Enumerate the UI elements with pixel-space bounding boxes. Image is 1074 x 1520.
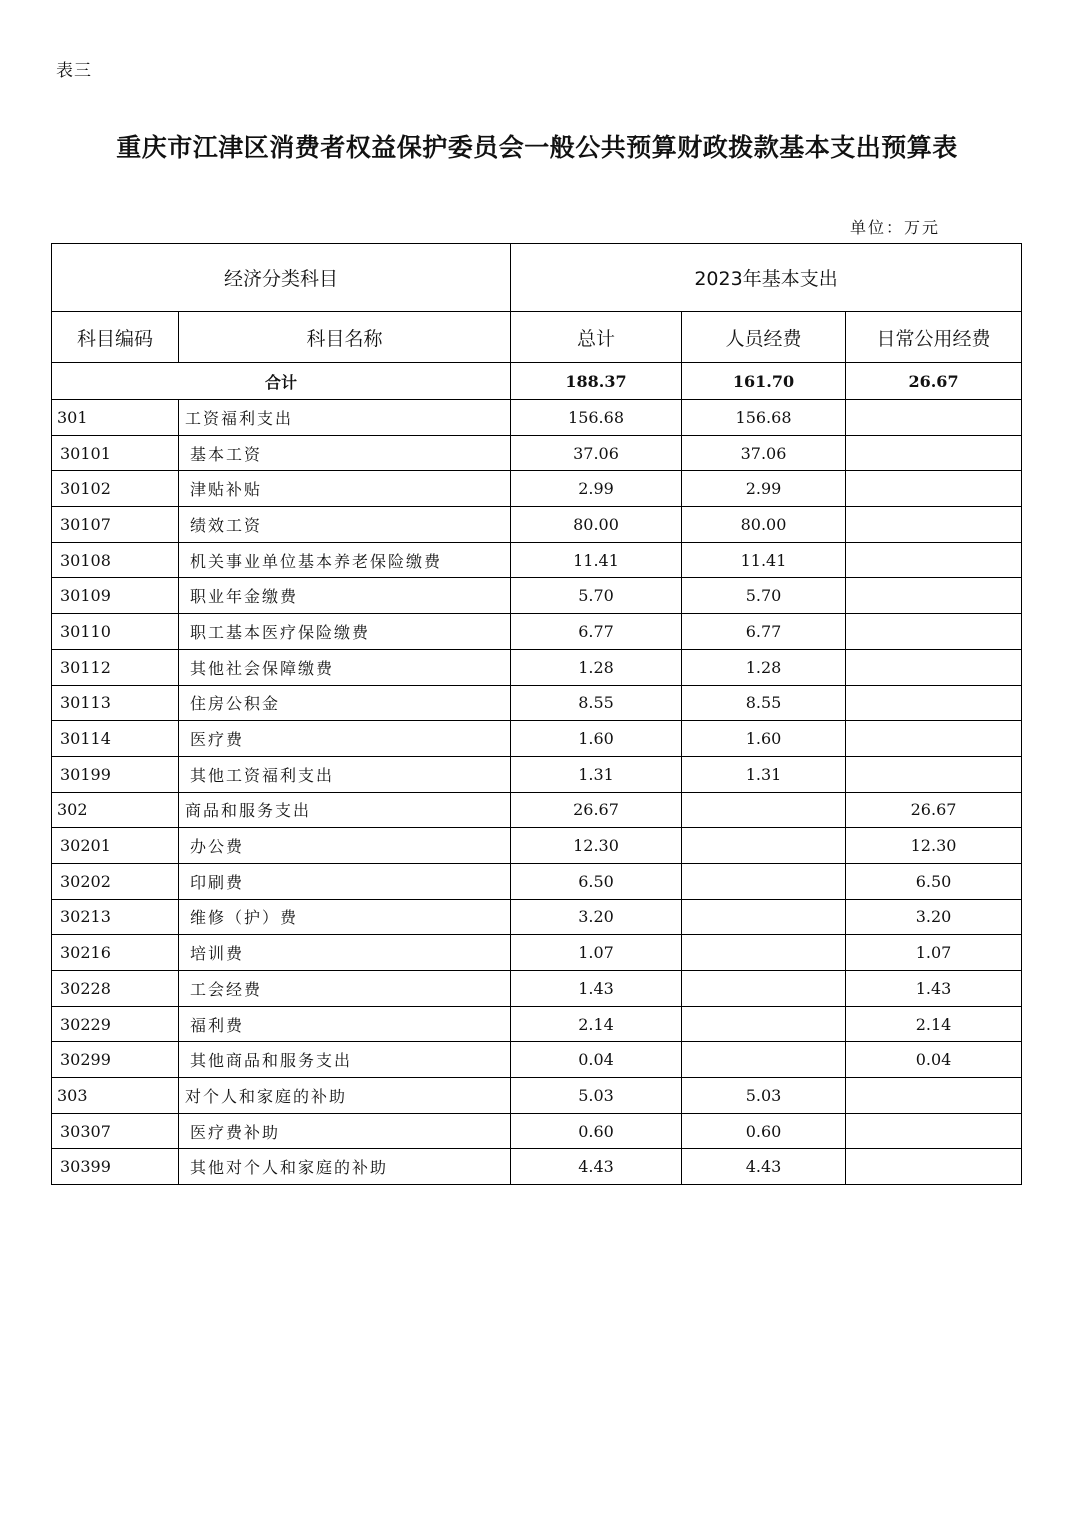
document-title: 重庆市江津区消费者权益保护委员会一般公共预算财政拨款基本支出预算表 <box>116 133 958 162</box>
budget-table <box>51 243 1022 1185</box>
row-public <box>846 756 1022 792</box>
row-name: 其他对个人和家庭的补助 <box>179 1149 511 1185</box>
table-row <box>52 614 1022 650</box>
table-row <box>52 863 1022 899</box>
row-code: 30213 <box>52 899 179 935</box>
row-public <box>846 1113 1022 1149</box>
row-personnel: 37.06 <box>682 435 846 471</box>
row-name: 工资福利支出 <box>179 400 511 436</box>
table-row <box>52 1042 1022 1078</box>
row-name: 商品和服务支出 <box>179 792 511 828</box>
row-name: 维修（护）费 <box>179 899 511 935</box>
row-name: 绩效工资 <box>179 507 511 543</box>
row-public: 12.30 <box>846 828 1022 864</box>
row-total: 11.41 <box>511 542 682 578</box>
total-row <box>52 363 1022 400</box>
row-total: 0.04 <box>511 1042 682 1078</box>
row-name: 职工基本医疗保险缴费 <box>179 614 511 650</box>
table-row <box>52 649 1022 685</box>
row-name: 对个人和家庭的补助 <box>179 1078 511 1114</box>
column-header-personnel: 人员经费 <box>682 312 846 363</box>
row-total: 1.31 <box>511 756 682 792</box>
row-code: 30229 <box>52 1006 179 1042</box>
total-label: 合计 <box>52 363 511 400</box>
row-public: 6.50 <box>846 863 1022 899</box>
row-name: 印刷费 <box>179 863 511 899</box>
row-total: 26.67 <box>511 792 682 828</box>
row-code: 30399 <box>52 1149 179 1185</box>
row-personnel <box>682 828 846 864</box>
row-personnel: 11.41 <box>682 542 846 578</box>
column-header-total: 总计 <box>511 312 682 363</box>
row-public: 0.04 <box>846 1042 1022 1078</box>
row-total: 80.00 <box>511 507 682 543</box>
row-code: 30114 <box>52 721 179 757</box>
row-personnel: 156.68 <box>682 400 846 436</box>
row-personnel <box>682 935 846 971</box>
table-row <box>52 685 1022 721</box>
table-row <box>52 756 1022 792</box>
row-code: 30228 <box>52 971 179 1007</box>
row-personnel: 4.43 <box>682 1149 846 1185</box>
row-personnel: 80.00 <box>682 507 846 543</box>
row-name: 医疗费补助 <box>179 1113 511 1149</box>
row-public: 26.67 <box>846 792 1022 828</box>
row-code: 30199 <box>52 756 179 792</box>
row-total: 2.14 <box>511 1006 682 1042</box>
row-name: 津贴补贴 <box>179 471 511 507</box>
table-row <box>52 400 1022 436</box>
table-number-label: 表三 <box>56 61 92 81</box>
row-public <box>846 400 1022 436</box>
row-total: 1.60 <box>511 721 682 757</box>
row-code: 30299 <box>52 1042 179 1078</box>
row-total: 37.06 <box>511 435 682 471</box>
row-public <box>846 542 1022 578</box>
row-name: 其他社会保障缴费 <box>179 649 511 685</box>
row-code: 30101 <box>52 435 179 471</box>
row-code: 30102 <box>52 471 179 507</box>
row-total: 12.30 <box>511 828 682 864</box>
row-total: 5.70 <box>511 578 682 614</box>
table-row <box>52 721 1022 757</box>
row-code: 30216 <box>52 935 179 971</box>
row-public <box>846 1149 1022 1185</box>
row-personnel: 1.31 <box>682 756 846 792</box>
row-total: 6.77 <box>511 614 682 650</box>
row-total: 8.55 <box>511 685 682 721</box>
table-row <box>52 471 1022 507</box>
row-code: 30110 <box>52 614 179 650</box>
row-total: 1.07 <box>511 935 682 971</box>
budget-table-body <box>52 244 1022 1185</box>
row-code: 30109 <box>52 578 179 614</box>
row-personnel: 0.60 <box>682 1113 846 1149</box>
row-personnel: 5.03 <box>682 1078 846 1114</box>
column-header-code: 科目编码 <box>52 312 179 363</box>
group-header-row <box>52 244 1022 312</box>
row-code: 303 <box>52 1078 179 1114</box>
row-public <box>846 507 1022 543</box>
row-code: 30112 <box>52 649 179 685</box>
group-header-economic-classification: 经济分类科目 <box>52 244 511 312</box>
table-row <box>52 1006 1022 1042</box>
table-row <box>52 1078 1022 1114</box>
row-name: 职业年金缴费 <box>179 578 511 614</box>
table-row <box>52 792 1022 828</box>
row-personnel <box>682 792 846 828</box>
row-public: 1.43 <box>846 971 1022 1007</box>
total-personnel: 161.70 <box>682 363 846 400</box>
table-row <box>52 1149 1022 1185</box>
row-total: 3.20 <box>511 899 682 935</box>
row-public <box>846 578 1022 614</box>
row-code: 302 <box>52 792 179 828</box>
row-personnel <box>682 863 846 899</box>
row-name: 工会经费 <box>179 971 511 1007</box>
row-public <box>846 471 1022 507</box>
row-total: 5.03 <box>511 1078 682 1114</box>
row-total: 2.99 <box>511 471 682 507</box>
row-total: 156.68 <box>511 400 682 436</box>
row-total: 4.43 <box>511 1149 682 1185</box>
row-code: 30107 <box>52 507 179 543</box>
row-public: 3.20 <box>846 899 1022 935</box>
total-amount: 188.37 <box>511 363 682 400</box>
row-personnel <box>682 899 846 935</box>
row-public <box>846 614 1022 650</box>
table-row <box>52 542 1022 578</box>
row-personnel: 5.70 <box>682 578 846 614</box>
row-total: 1.43 <box>511 971 682 1007</box>
row-name: 其他工资福利支出 <box>179 756 511 792</box>
row-name: 基本工资 <box>179 435 511 471</box>
row-code: 30113 <box>52 685 179 721</box>
table-row <box>52 435 1022 471</box>
row-code: 301 <box>52 400 179 436</box>
row-personnel: 8.55 <box>682 685 846 721</box>
table-row <box>52 507 1022 543</box>
row-code: 30108 <box>52 542 179 578</box>
row-name: 机关事业单位基本养老保险缴费 <box>179 542 511 578</box>
row-name: 办公费 <box>179 828 511 864</box>
table-row <box>52 971 1022 1007</box>
row-public <box>846 435 1022 471</box>
row-personnel <box>682 1006 846 1042</box>
group-header-basic-expenditure: 2023年基本支出 <box>511 244 1022 312</box>
row-name: 医疗费 <box>179 721 511 757</box>
total-public: 26.67 <box>846 363 1022 400</box>
row-total: 6.50 <box>511 863 682 899</box>
row-code: 30307 <box>52 1113 179 1149</box>
row-personnel <box>682 1042 846 1078</box>
row-public <box>846 649 1022 685</box>
row-personnel: 1.60 <box>682 721 846 757</box>
row-name: 住房公积金 <box>179 685 511 721</box>
row-personnel: 6.77 <box>682 614 846 650</box>
column-header-public: 日常公用经费 <box>846 312 1022 363</box>
table-row <box>52 935 1022 971</box>
column-header-row <box>52 312 1022 363</box>
table-row <box>52 899 1022 935</box>
unit-label: 单位：万元 <box>850 218 941 237</box>
table-row <box>52 1113 1022 1149</box>
row-public: 1.07 <box>846 935 1022 971</box>
row-personnel: 2.99 <box>682 471 846 507</box>
row-public <box>846 685 1022 721</box>
row-total: 1.28 <box>511 649 682 685</box>
table-row <box>52 828 1022 864</box>
column-header-name: 科目名称 <box>179 312 511 363</box>
row-name: 培训费 <box>179 935 511 971</box>
table-row <box>52 578 1022 614</box>
row-public <box>846 721 1022 757</box>
row-public: 2.14 <box>846 1006 1022 1042</box>
row-name: 福利费 <box>179 1006 511 1042</box>
row-name: 其他商品和服务支出 <box>179 1042 511 1078</box>
row-personnel <box>682 971 846 1007</box>
row-code: 30201 <box>52 828 179 864</box>
row-code: 30202 <box>52 863 179 899</box>
row-personnel: 1.28 <box>682 649 846 685</box>
row-total: 0.60 <box>511 1113 682 1149</box>
row-public <box>846 1078 1022 1114</box>
